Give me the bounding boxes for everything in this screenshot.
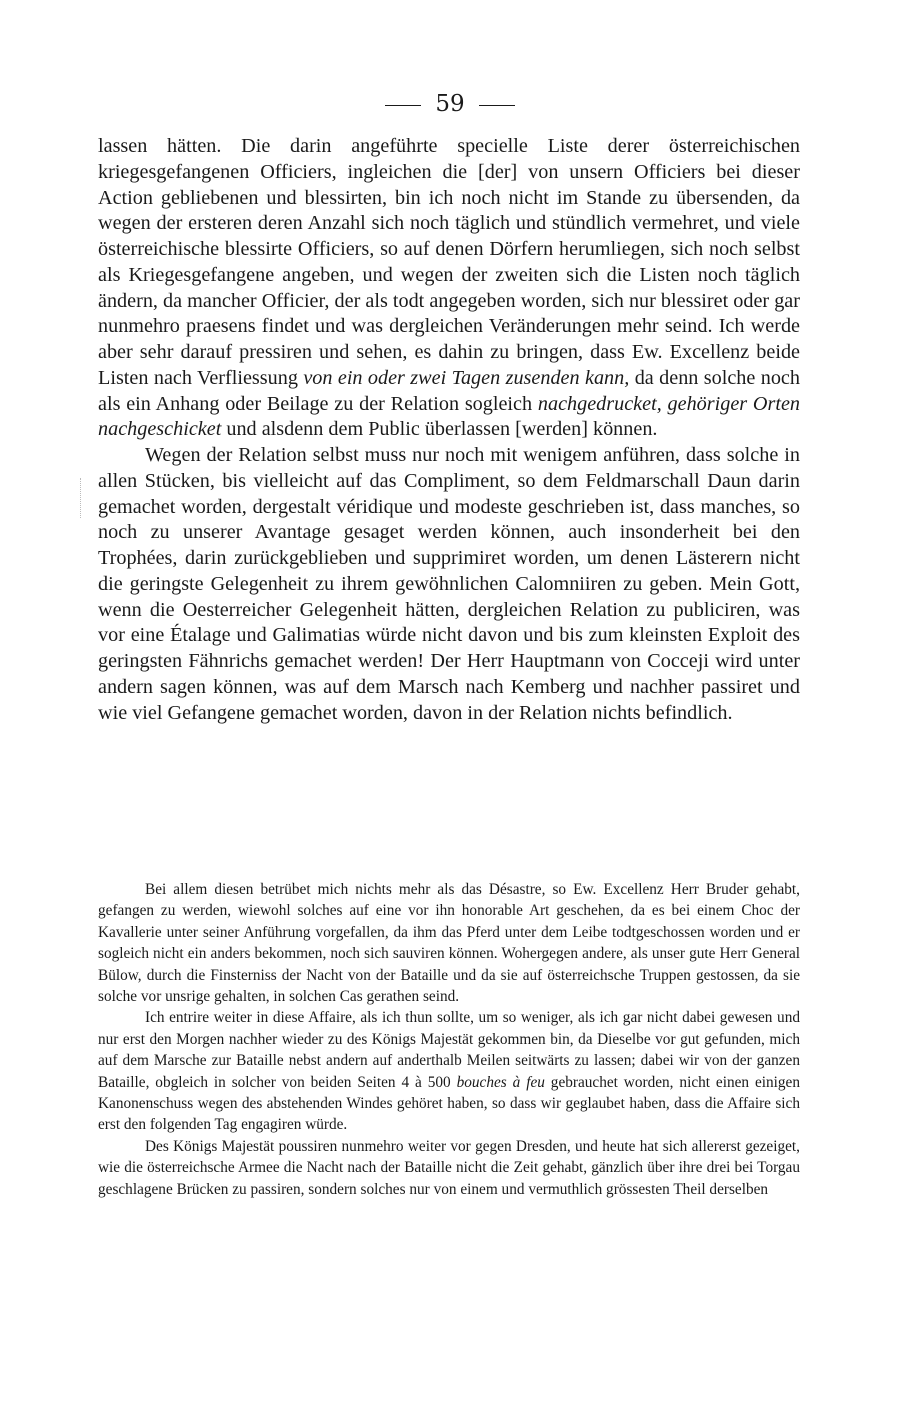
paragraph-1-italic-a: von ein oder zwei Tagen zusenden kann,: [303, 366, 630, 389]
small-paragraph-2: [98, 1007, 800, 1135]
main-text: [98, 134, 800, 726]
header-rule-left: [385, 105, 421, 106]
paragraph-1-text-b: da denn solche noch als ein Anhang oder Beilage zu der Relation sogleich: [98, 366, 800, 415]
paragraph-1: [98, 134, 800, 443]
small-paragraph-2-text-a: Ich entrire weiter in diese Affaire, als ich thun sollte, um so weniger, als ich gar nicht dabei gewesen und nur erst den Morgen nachher wieder zu des Königs Majestät gekommen bin, da Dieselbe vor gut gefunden, mich auf dem Marsche zur Bataille nebst andern auf anderthalb Meilen seitwärts zu lassen; dabei wir von der ganzen Bataille, obgleich in solcher von beiden Seiten 4 à 500: [98, 1009, 800, 1091]
margin-mark: [80, 478, 81, 518]
small-paragraph-2-italic: bouches à feu: [456, 1073, 545, 1091]
small-print-section: [98, 879, 800, 1200]
paragraph-1-text-a: lassen hätten. Die darin angeführte specielle Liste derer österreichischen kriegesgefangenen Officiers, ingleichen die [der] von unsern Officiers bei dieser Action gebliebenen und blessirten, bin ich noch nicht im Stande zu übersenden, da wegen der ersteren deren Anzahl sich noch täglich und stündlich vermehret, und viele österreichische blessirte Officiers, so auf denen Dörfern herumliegen, sich noch selbst als Kriegesgefangene angeben, und wegen der zweiten sich die Listen noch täglich ändern, da mancher Officier, der als todt angegeben worden, sich nur blessiret oder gar nunmehro praesens findet und was dergleichen Veränderungen mehr seind. Ich werde aber sehr darauf pressiren und sehen, es dahin zu bringen, dass Ew. Excellenz beide Listen nach Verfliessung: [98, 135, 800, 389]
small-paragraph-2-text-b: gebrauchet worden, nicht einen einigen Kanonenschuss wegen des abstehenden Windes gehöret haben, so dass wir geglaubet haben, dass die Affaire sich erst den folgenden Tag engagiren würde.: [98, 1073, 800, 1134]
small-paragraph-3: Des Königs Majestät poussiren nunmehro weiter vor gegen Dresden, und heute hat sich allererst gezeiget, wie die österreichsche Armee die Nacht nach der Bataille nicht die Zeit gehabt, gänzlich über ihre drei bei Torgau geschlagene Brücken zu passiren, sondern solches nur von einem und vermuthlich grössesten Theil derselben: [98, 1137, 800, 1198]
page-number: 59: [435, 91, 465, 117]
paragraph-1-text-c: und alsdenn dem Public überlassen [werden] können.: [221, 418, 658, 441]
small-paragraph-1: Bei allem diesen betrübet mich nichts mehr als das Désastre, so Ew. Excellenz Herr Bruder gehabt, gefangen zu werden, wiewohl solches auf eine vor ihn honorable Art geschehen, da es bei einem Choc der Kavallerie unter seiner Anführung vorgefallen, da ihm das Pferd unter dem Leibe todtgeschossen worden und er sogleich nicht ein anders bekommen, noch sich sauviren können. Wohergegen andere, als unser gute Herr General Bülow, durch die Finsterniss der Nacht von der Bataille und da sie auf österreichsche Truppen gestossen, da sie solche vor unsrige gehalten, in solchen Cas gerathen seind.: [98, 881, 800, 1006]
paragraph-1-italic-b: nachgedrucket, gehöriger Orten nachgeschicket: [98, 392, 801, 441]
header-rule-right: [479, 105, 515, 106]
page-header: [0, 86, 900, 122]
paragraph-2: Wegen der Relation selbst muss nur noch mit wenigem anführen, dass solche in allen Stücken, bis vielleicht auf das Compliment, so dem Feldmarschall Daun darin gemachet worden, dergestalt véridique und modeste geschrieben ist, dass manches, so noch zu unserer Avantage gesaget werden können, auch insonderheit bei den Trophées, darin zurückgeblieben und supprimiret worden, um denen Lästerern nicht die geringste Gelegenheit zu ihrem gewöhnlichen Calomniiren zu geben. Mein Gott, wenn die Oesterreicher Gelegenheit hätten, dergleichen Relation zu publiciren, was vor eine Étalage und Galimatias würde nicht davon und bis zum kleinsten Exploit des geringsten Fähnrichs gemachet werden! Der Herr Hauptmann von Cocceji wird unter andern sagen können, was auf dem Marsch nach Kemberg und nachher passiret und wie viel Gefangene gemachet worden, davon in der Relation nichts befindlich.: [98, 444, 800, 724]
